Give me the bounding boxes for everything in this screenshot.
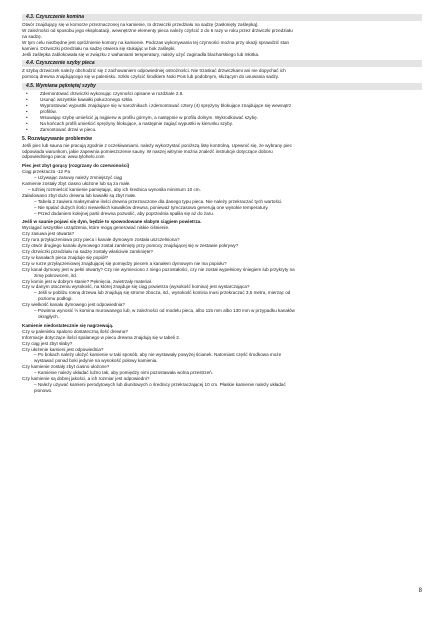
check-line: Czy otwór drugiego kanału dymowego został zamknięty przy pomocy znajdującej się w zestawie pokrywy? (22, 243, 239, 249)
check-line-continuation: zimę pokrowcem, itd. (34, 272, 78, 278)
remedy-line: – Nie spalać dużych ilości niewielkich kawałków drewna, ponieważ tymczasowo generują one wysokie temperatury. (34, 204, 269, 210)
check-line: Czy zasuwa jest otwarta? (22, 231, 75, 237)
check-line: Ciąg przekracza -12 Pa (22, 169, 71, 175)
remedy-line: – Powinna wynosić ½ komina murowanego lub, w zależności od modelu pieca, albo 115 mm albo 130 mm w przypadku kanałów (34, 308, 295, 314)
remedy-line: – Kamienie należy układać luźno tak, aby pomiędzy nimi pozostawała wolna przestrzeń. (34, 370, 213, 376)
remedy-line: – Przed dodaniem kolejnej partii drewna pozwolić, aby poprzednia spaliła się aż do żaru. (34, 210, 215, 216)
check-line: Czy ciąg jest zbyt słaby? (22, 340, 73, 346)
list-item: • Wsuwając szybę umieścić ją najpierw w profilu górnym, a następnie w profilu dolnym. Wykrodkować szybę. (22, 115, 422, 121)
section-heading-chimney-cleaning: 4.3. Czyszczenie komina (22, 14, 422, 21)
check-line: Czy kanał dymowy jest w pełni otwarty? Czy nie wymieciono z niego pozostałości, czy nie został wypełniony śniegiem lub przykryty na (22, 266, 295, 272)
remedy-line: – Po bokach należy ułożyć kamienie w taki sposób, aby nie wystawały powyżej ścianek. Natomiast część środkowa może (34, 352, 282, 358)
list-item: • Na końcach profili umieścić sprężyny blokujące, a następnie zagiąć wypustki w kierunku szyby. (22, 121, 422, 127)
remedy-line-continuation: pionowo. (34, 387, 53, 393)
paragraph-line: W tym celu niezbędne jest opróżnienie komory na kamienie. Podczas wykonywania tej czynności można przy okazji sprawdzić stan (22, 39, 290, 45)
remedy-line: – Tabela 2 zawiera maksymalne ilości drewna przeznaczone dla danego typu pieca. Nie należy przekraczać tych wartości. (34, 198, 283, 204)
remedy-line: – Używając zasuwy należy zmniejszyć ciąg (34, 175, 123, 181)
problem-heading-smoke: Jeśli w saunie pojawi się dym, będzie to spowodowane słabym ciągiem powietrza. (22, 219, 202, 225)
paragraph-line: kamieni. Drzwiczki przedziału na sadzę otwiera się stukając w bok zaślepki. (22, 45, 176, 51)
paragraph-line: W zależności od sposobu jego eksploatacji, wewnętrzne elementy pieca należy czyścić 2 do 6 razy w roku przez drzwiczki przedziału (22, 27, 293, 33)
paragraph-line: Jeśli zaślepka zablokowała się w związku z wahaniami temperatury, należy użyć zaginadła blacharskiego lub młotka. (22, 51, 260, 57)
problem-heading-too-hot: Piec jest zbyt gorący (rozgrzany do czerwoności) (22, 163, 130, 169)
list-item: • Zamontować drzwi w piecu. (22, 127, 422, 133)
problem-heading-stones: Kamienie niedostatecznie się nagrzewają. (22, 322, 114, 328)
remedy-line-continuation: poziomu podłogi. (38, 296, 73, 302)
paragraph-line: Otwór znajdujący się w komorze przeznaczonej na kamienie, to drzwiczki przedziału na sadzę (zasłonięty zaślepką). (22, 22, 259, 27)
check-line: Wyciągać wszystkie urządzenia, które mogą generować niskie ciśnienie. (22, 225, 170, 231)
check-line: Czy rura przyłączeniowa przy piecu i kanale dymowym została uszczelniona? (22, 237, 180, 243)
check-line: Czy w rurze przyłączeniowej znajdującej się pomiędzy piecem a kanałem dymowym nie ma popiołu? (22, 260, 227, 266)
paragraph-line: odpowiedniego pieca: www.tylohelo.com (22, 154, 105, 160)
list-item: • Wyprostować wypustki znajdujące się w narożnikach i zdemontować cztery (4) sprężyny blokujące znajdujące się wewnątrz (22, 103, 422, 109)
remedy-line-continuation: okrągłych. (38, 313, 59, 319)
section-heading-glass-replacement: 4.5. Wymiana pękniętej szyby (22, 83, 422, 90)
page-number: 8 (418, 588, 422, 594)
remedy-line: – Jeśli w pobliżu rosną drzewa lub znajdują się strome zbocza, itd., wysokość komina musi przekraczać 3,5 metra, mierząc od (34, 290, 291, 296)
paragraph-line: na sadzę. (22, 33, 42, 39)
paragraph-line: pomocą drewna znajdującego się w palenisku. Szkło czyścić środkiem Noki Pois lub podobnym, służącym do usuwania sadzy. (22, 74, 280, 80)
check-line: Czy kamienie zostały zbyt ciasno ułożone? (22, 364, 110, 370)
list-item: • Usunąć wszystkie kawałki połuczonego szkła. (22, 97, 422, 103)
document-page (22, 14, 422, 394)
section-heading-troubleshooting: 5. Rozwiązywanie problemów (22, 135, 93, 142)
replacement-steps-list (22, 91, 422, 132)
remedy-line: – Iuźniej rozmieścić kamienie pamiętając, aby ich średnica wynosiła minimum 10 cm. (28, 186, 201, 192)
check-line: Załadowano zbyt dużo drewna lub kawałki są zbyt małe. (22, 192, 137, 198)
check-line: Czy w danym otoczeniu wysokość, na której znajduje się ciąg powietrza (wysokość komina) jest wystarczająca? (22, 284, 250, 290)
list-item-continuation: • profilów. (22, 109, 422, 115)
check-line: Czy w palenisku spalono dostateczną ilość drewna? (22, 328, 128, 334)
check-line: Kamienie zostały zbyt ciasno ułożone lub są za małe. (22, 181, 131, 187)
check-line: Czy drzwiczki przedziału na sadzę zostały właściwie zamknięte? (22, 249, 153, 254)
check-line: Czy wielkość kanału dymowego jest odpowiednia? (22, 302, 125, 308)
remedy-line: – Należy używać kamieni perodytowych lub diunitowych o średnicy przekraczającej 10 cm. Płaskie kamienie należy układać (34, 381, 286, 387)
section-heading-glass-cleaning: 4.4. Czyszczenie szyby pieca (22, 60, 422, 67)
check-line: Czy komin jest w dobrym stanie? Pęknięcia, zwietrzały materiał. (22, 278, 152, 284)
paragraph-line: odpowiada warunkom, jakie zapewnia pomieszczenie sauny. W naszej witrynie można znaleźć instrukcje dotyczące doboru (22, 148, 273, 154)
check-line: Czy w kanałach pieca znajduje się popiół? (22, 254, 109, 260)
check-line: Informacje dotyczące ilości spalanego w piecu drewna znajdują się w tabeli 2. (22, 334, 181, 340)
list-item: • Zdemontować drzwiczki wykonując czynności opisane w rozdziale 2.9. (22, 91, 422, 97)
remedy-line-continuation: wystawać ponad boki jedynie na wysokość połowy kamienia. (34, 358, 158, 364)
paragraph-line: Z szybą drzwiczek należy obchodzić się z zachowaniem odpowiedniej ostrożności. Nie trzaskać drzwiczkami ani nie dopychać ich (22, 68, 286, 74)
check-line: Czy kamienie są dobrej jakości, a ich rozmiar jest odpowiedni? (22, 376, 150, 382)
check-line: Czy ułożenie kamieni jest odpowiednia? (22, 346, 104, 352)
paragraph-line: Jeśli piec lub sauna nie pracują zgodnie z oczekiwaniami, należy wykorzystać poniższą listę kontrolną. Upewnić się, że wybrany piec (22, 142, 292, 148)
